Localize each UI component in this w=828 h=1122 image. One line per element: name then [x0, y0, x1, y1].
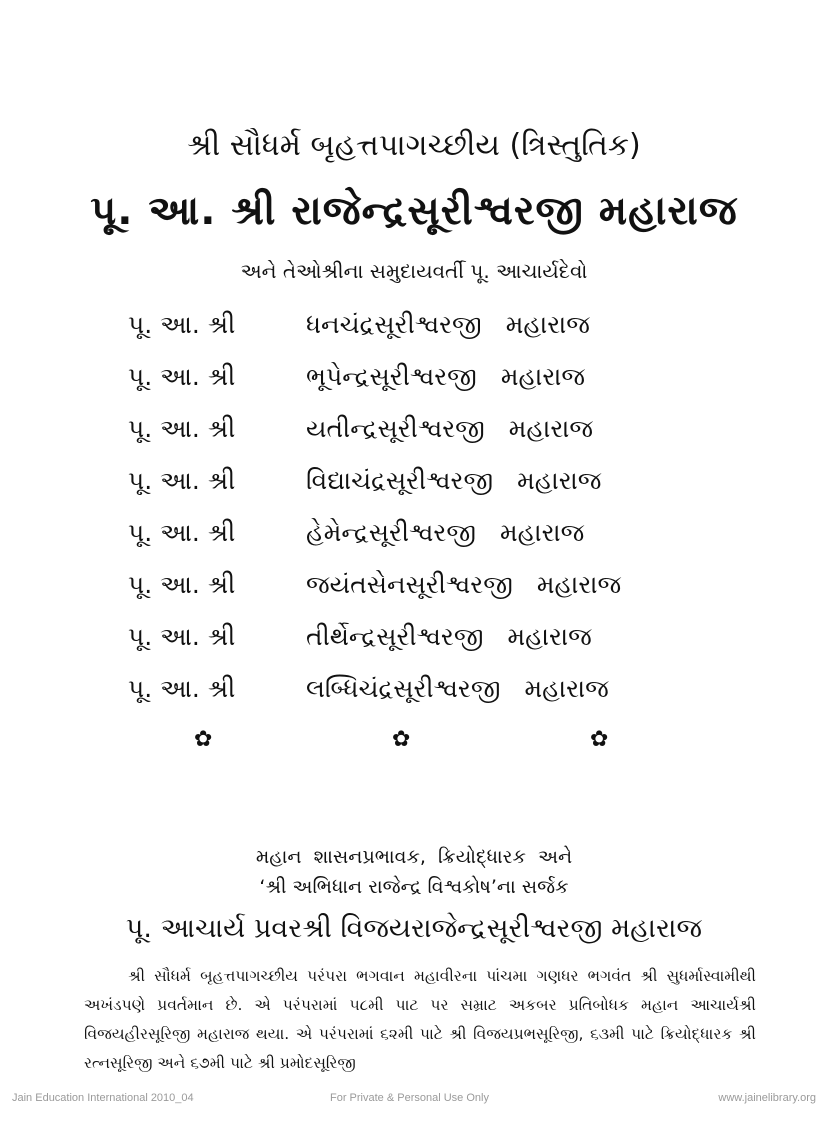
- document-subtitle: શ્રી સૌધર્મ બૃહત્તપાગચ્છીય (ત્રિસ્તુતિક): [187, 128, 641, 163]
- list-item: [128, 565, 748, 617]
- footer-website-link[interactable]: www.jainelibrary.org: [718, 1092, 816, 1104]
- honorific-prefix: પૂ. આ. શ્રી: [128, 518, 236, 547]
- flower-ornament-icon: ✿: [194, 727, 213, 752]
- acharya-name: યતીન્દ્રસૂરીશ્વરજી: [306, 414, 485, 443]
- list-item: [128, 461, 748, 513]
- section-title: પૂ. આચાર્ય પ્રવરશ્રી વિજયરાજેન્દ્રસૂરીશ્વરજી મહારાજ: [125, 913, 703, 944]
- acharya-name: વિદ્યાચંદ્રસૂરીશ્વરજી: [306, 466, 494, 495]
- list-item: [128, 305, 748, 357]
- honorific-prefix: પૂ. આ. શ્રી: [128, 362, 236, 391]
- footer-publisher: Jain Education International 2010_04: [12, 1092, 194, 1104]
- acharya-title: મહારાજ: [505, 310, 590, 339]
- epithet-line: ‘શ્રી અભિધાન રાજેન્દ્ર વિશ્વકોષ’ના સર્જક: [259, 876, 569, 898]
- acharya-title: મહારાજ: [517, 466, 602, 495]
- list-item: [128, 617, 748, 669]
- list-item: [128, 409, 748, 461]
- acharya-name: હેમેન્દ્રસૂરીશ્વરજી: [306, 518, 477, 547]
- acharya-title: મહારાજ: [524, 674, 609, 703]
- acharya-name: જયંતસેનસૂરીશ્વરજી: [306, 570, 513, 599]
- acharya-name: લબ્ધિચંદ્રસૂરીશ્વરજી: [306, 674, 501, 703]
- body-paragraph: શ્રી સૌધર્મ બૃહત્તપાગચ્છીય પરંપરા ભગવાન મહાવીરના પાંચમા ગણધર ભગવંત શ્રી સુધર્માસ્વામીથી અખંડપણે પ્રવર્તમાન છે. એ પરંપરામાં ૫૮મી પાટ પર સમ્રાટ અકબર પ્રતિબોધક મહાન આચાર્યશ્રી વિજયહીરસૂરિજી મહારાજ થયા. એ પરંપરામાં ૬૨મી પાટે શ્રી વિજયપ્રભસૂરિજી, ૬૩મી પાટે ક્રિયોદ્ધારક શ્રી રત્નસૂરિજી અને ૬૭મી પાટે શ્રી પ્રમોદસૂરિજી: [84, 967, 756, 1072]
- honorific-prefix: પૂ. આ. શ્રી: [128, 310, 236, 339]
- list-item: [128, 513, 748, 565]
- list-item: [128, 669, 748, 721]
- flower-ornament-icon: ✿: [590, 727, 609, 752]
- acharya-name: ધનચંદ્રસૂરીશ્વરજી: [306, 310, 482, 339]
- acharya-title: મહારાજ: [500, 362, 586, 391]
- list-item: [128, 357, 748, 409]
- epithet-line: મહાન શાસનપ્રભાવક, ક્રિયોદ્ધારક અને: [255, 846, 573, 868]
- intro-line: અને તેઓશ્રીના સમુદાયવર્તી પૂ. આચાર્યદેવો: [240, 259, 588, 283]
- acharya-title: મહારાજ: [500, 518, 585, 547]
- honorific-prefix: પૂ. આ. શ્રી: [128, 674, 236, 703]
- acharya-list: [128, 305, 748, 721]
- honorific-prefix: પૂ. આ. શ્રી: [128, 414, 236, 443]
- honorific-prefix: પૂ. આ. શ્રી: [128, 622, 236, 651]
- honorific-prefix: પૂ. આ. શ્રી: [128, 570, 236, 599]
- acharya-name: ભૂપેન્દ્રસૂરીશ્વરજી: [306, 362, 477, 391]
- acharya-name: તીર્થેન્દ્રસૂરીશ્વરજી: [306, 622, 484, 651]
- acharya-title: મહારાજ: [507, 622, 592, 651]
- footer-usage-note: For Private & Personal Use Only: [330, 1092, 489, 1104]
- honorific-prefix: પૂ. આ. શ્રી: [128, 466, 236, 495]
- page-title: પૂ. આ. શ્રી રાજેન્દ્રસૂરીશ્વરજી મહારાજ: [90, 188, 738, 234]
- flower-ornament-icon: ✿: [392, 727, 411, 752]
- acharya-title: મહારાજ: [536, 570, 622, 599]
- acharya-title: મહારાજ: [508, 414, 594, 443]
